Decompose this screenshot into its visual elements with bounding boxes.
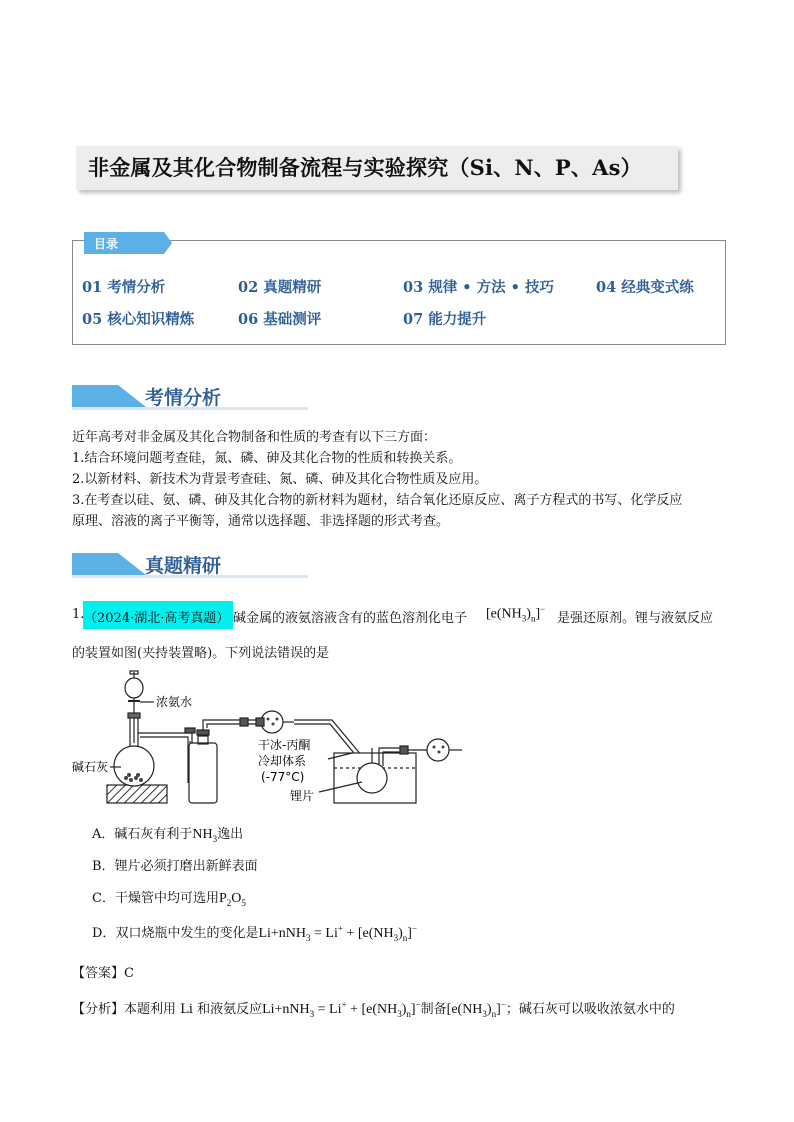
toc-item-5[interactable]: 05 核心知识精炼 bbox=[82, 311, 195, 328]
analysis-text: 制备 bbox=[420, 1002, 447, 1017]
label-coolant-3: (-77°C) bbox=[261, 770, 305, 784]
toc-item-7[interactable]: 07 能力提升 bbox=[403, 311, 487, 328]
question-text: 碱金属的液氨溶液含有的蓝色溶剂化电子 bbox=[233, 611, 468, 626]
electron-formula: $[e(NH_3)_n]^-$ bbox=[486, 604, 546, 624]
label-lime: 碱石灰 bbox=[72, 760, 109, 774]
body-line: 2.以新材料、新技术为背景考查硅、氮、磷、砷及其化合物性质及应用。 bbox=[72, 472, 488, 487]
page-title: 非金属及其化合物制备流程与实验探究（Si、N、P、As） bbox=[88, 155, 642, 180]
analysis-text: 本题利用 Li 和液氨反应 bbox=[124, 1002, 263, 1017]
option-c-key: C． bbox=[92, 891, 115, 906]
toc-item-6[interactable]: 06 基础测评 bbox=[238, 311, 322, 328]
option-b[interactable] bbox=[92, 855, 258, 874]
formula: $[e(NH_3)_n]^-$ bbox=[446, 999, 506, 1019]
option-a[interactable] bbox=[92, 823, 243, 844]
question-text: 是强还原剂。锂与液氨反应 bbox=[557, 611, 714, 626]
question-number: 1. bbox=[72, 607, 85, 622]
option-a-text: 逸出 bbox=[217, 827, 244, 842]
option-c[interactable] bbox=[92, 887, 246, 908]
answer-label: 【答案】 bbox=[72, 966, 125, 981]
body-line: 3.在考查以硅、氨、磷、砷及其化合物的新材料为题材，结合氧化还原反应、离子方程式的书写、化学反应 bbox=[72, 493, 683, 508]
formula: $Li+nNH_3 = Li^+ + [e(NH_3)_n]^-$ bbox=[262, 999, 421, 1019]
body-line: 1.结合环境问题考查硅，氮、磷、砷及其化合物的性质和转换关系。 bbox=[72, 451, 462, 466]
section-title-exam-analysis: 考情分析 bbox=[145, 387, 222, 409]
option-a-text: 碱石灰有利于 bbox=[114, 827, 193, 842]
body-line: 近年高考对非金属及其化合物制备和性质的考查有以下三方面： bbox=[72, 430, 437, 445]
toc-item-4[interactable]: 04 经典变式练 bbox=[596, 279, 694, 296]
answer-line bbox=[72, 962, 134, 981]
toc-item-2[interactable]: 02 真题精研 bbox=[238, 279, 322, 296]
formula: $P_2O_5$ bbox=[218, 891, 246, 908]
option-d-key: D． bbox=[92, 926, 116, 941]
analysis-label: 【分析】 bbox=[72, 1002, 125, 1017]
apparatus-diagram bbox=[72, 668, 462, 813]
analysis-line bbox=[72, 998, 675, 1019]
toc-item-1[interactable]: 01 考情分析 bbox=[82, 279, 166, 296]
toc-item-3[interactable]: 03 规律 • 方法 • 技巧 bbox=[403, 279, 554, 296]
formula: $Li+nNH_3 = Li^+ + [e(NH_3)_n]^-$ bbox=[258, 923, 418, 943]
option-a-key: A． bbox=[92, 827, 115, 842]
option-b-key: B． bbox=[92, 859, 115, 874]
option-d-text: 双口烧瓶中发生的变化是 bbox=[115, 926, 259, 941]
answer-value: C bbox=[124, 966, 134, 981]
label-coolant-1: 干冰-丙酮 bbox=[258, 738, 311, 752]
question-text: 的装置如图(夹持装置略)。下列说法错误的是 bbox=[72, 646, 330, 661]
analysis-text: ；碱石灰可以吸收浓氨水中的 bbox=[505, 1002, 675, 1017]
body-line: 原理、溶液的离子平衡等，通常以选择题、非选择题的形式考查。 bbox=[72, 514, 450, 529]
option-d[interactable] bbox=[92, 922, 417, 943]
option-b-text: 锂片必须打磨出新鲜表面 bbox=[114, 859, 258, 874]
toc-label: 目录 bbox=[94, 237, 119, 251]
formula: $NH_3$ bbox=[192, 827, 218, 844]
label-li: 锂片 bbox=[290, 789, 315, 803]
question-source: （2024·湖北·高考真题） bbox=[84, 611, 230, 626]
option-c-text: 干燥管中均可选用 bbox=[114, 891, 219, 906]
label-ammonia: 浓氨水 bbox=[156, 695, 193, 709]
section-title-real-questions: 真题精研 bbox=[145, 555, 222, 577]
label-coolant-2: 冷却体系 bbox=[258, 754, 307, 768]
